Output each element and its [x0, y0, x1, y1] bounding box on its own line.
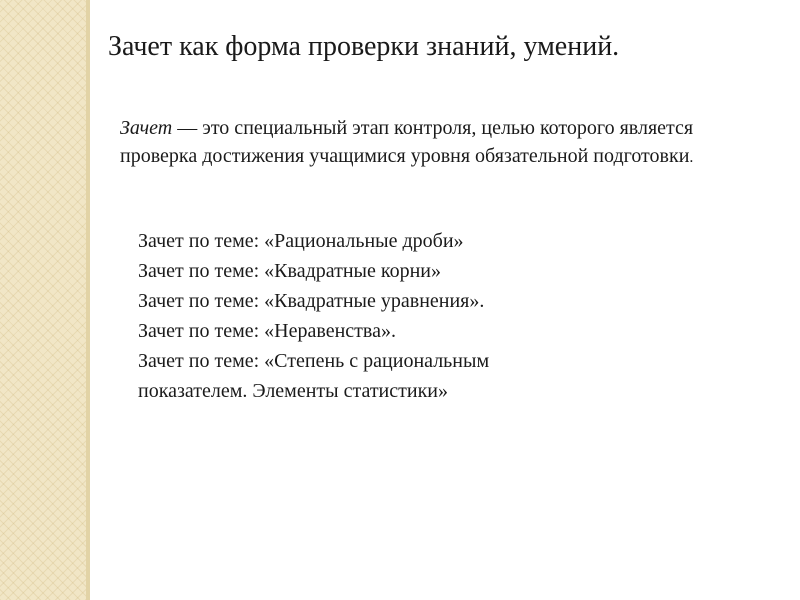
definition-end: . — [689, 149, 694, 166]
topics-list — [138, 226, 538, 406]
side-band-edge — [86, 0, 90, 600]
definition-term: Зачет — [120, 117, 173, 139]
slide-title: Зачет как форма проверки знаний, умений. — [108, 31, 620, 62]
topic-item: Зачет по теме: «Степень с рациональным показателем. Элементы статистики» — [138, 350, 490, 402]
topic-item: Зачет по теме: «Неравенства». — [138, 320, 396, 342]
topic-item: Зачет по теме: «Рациональные дроби» — [138, 230, 464, 252]
decorative-side-band — [0, 0, 86, 600]
topic-item: Зачет по теме: «Квадратные корни» — [138, 260, 441, 282]
definition-paragraph — [120, 114, 700, 172]
topic-item: Зачет по теме: «Квадратные уравнения». — [138, 290, 485, 312]
definition-text: — это специальный этап контроля, целью которого является проверка достижения учащимися уровня обязательной подготовки — [120, 117, 694, 167]
